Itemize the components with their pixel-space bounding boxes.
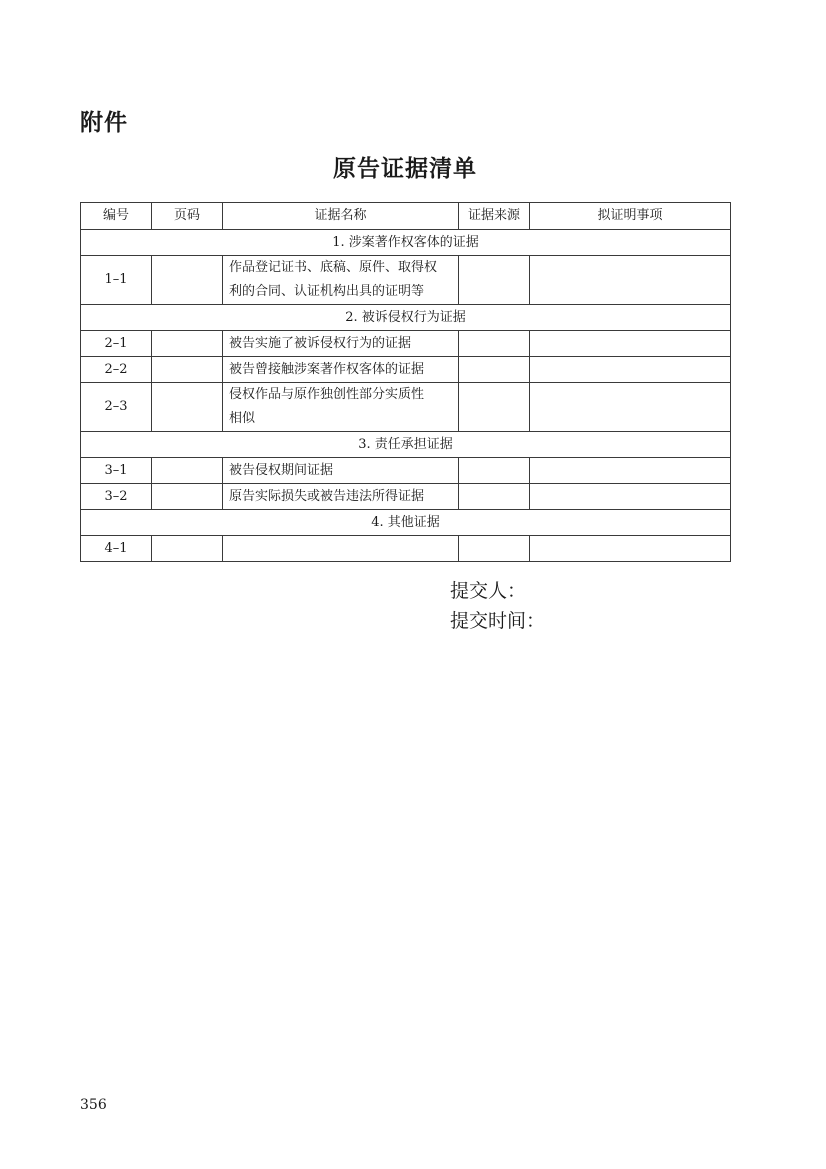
row-page [152, 484, 223, 510]
table-header-row [81, 203, 731, 230]
row-evidence-name [223, 357, 459, 383]
row-page [152, 458, 223, 484]
row-facts-to-prove [530, 357, 731, 383]
evidence-name-line: 被告侵权期间证据 [229, 462, 334, 478]
row-facts-to-prove [530, 458, 731, 484]
row-facts-to-prove [530, 256, 731, 305]
row-facts-to-prove [530, 331, 731, 357]
row-facts-to-prove [530, 536, 731, 562]
section-heading: 4. 其他证据 [81, 510, 731, 536]
section-heading: 1. 涉案著作权客体的证据 [81, 230, 731, 256]
row-page [152, 383, 223, 432]
annex-label: 附件 [80, 110, 128, 136]
table-row [81, 331, 731, 357]
row-number: 2–1 [81, 331, 152, 357]
row-evidence-name [223, 536, 459, 562]
submission-block [450, 576, 545, 636]
section-heading: 3. 责任承担证据 [81, 432, 731, 458]
evidence-name-line: 相似 [229, 411, 256, 426]
row-evidence-source [459, 458, 530, 484]
table-row [81, 484, 731, 510]
page-title: 原告证据清单 [333, 156, 477, 182]
section-row [81, 510, 731, 536]
row-number: 2–3 [81, 383, 152, 432]
table-row [81, 383, 731, 432]
row-evidence-name [223, 458, 459, 484]
header-facts-to-prove: 拟证明事项 [530, 203, 731, 230]
evidence-name-line: 侵权作品与原作独创性部分实质性 [229, 387, 425, 402]
row-evidence-name [223, 256, 459, 305]
header-number: 编号 [81, 203, 152, 230]
row-number: 4–1 [81, 536, 152, 562]
submitter-label: 提交人： [450, 580, 527, 602]
table-row [81, 536, 731, 562]
row-number: 1–1 [81, 256, 152, 305]
row-number: 3–1 [81, 458, 152, 484]
header-evidence-name: 证据名称 [223, 203, 459, 230]
table-row [81, 458, 731, 484]
header-page: 页码 [152, 203, 223, 230]
section-row [81, 432, 731, 458]
evidence-name-line: 作品登记证书、底稿、原件、取得权 [229, 260, 438, 275]
evidence-name-line: 被告实施了被诉侵权行为的证据 [229, 335, 412, 351]
row-number: 2–2 [81, 357, 152, 383]
row-facts-to-prove [530, 484, 731, 510]
evidence-name-line: 利的合同、认证机构出具的证明等 [229, 284, 425, 299]
evidence-name-line: 被告曾接触涉案著作权客体的证据 [229, 361, 425, 377]
row-evidence-source [459, 536, 530, 562]
row-number: 3–2 [81, 484, 152, 510]
row-evidence-source [459, 383, 530, 432]
row-evidence-source [459, 484, 530, 510]
row-evidence-source [459, 357, 530, 383]
row-page [152, 357, 223, 383]
evidence-table [80, 202, 731, 562]
section-row [81, 230, 731, 256]
row-page [152, 331, 223, 357]
section-row [81, 305, 731, 331]
row-evidence-source [459, 331, 530, 357]
table-row [81, 357, 731, 383]
evidence-name-line: 原告实际损失或被告违法所得证据 [229, 488, 425, 504]
row-page [152, 536, 223, 562]
row-evidence-name [223, 331, 459, 357]
row-evidence-name [223, 383, 459, 432]
section-heading: 2. 被诉侵权行为证据 [81, 305, 731, 331]
table-row [81, 256, 731, 305]
row-evidence-name [223, 484, 459, 510]
page-number: 356 [80, 1097, 107, 1113]
submit-time-label: 提交时间： [450, 610, 546, 632]
row-evidence-source [459, 256, 530, 305]
row-facts-to-prove [530, 383, 731, 432]
row-page [152, 256, 223, 305]
header-evidence-source: 证据来源 [459, 203, 530, 230]
